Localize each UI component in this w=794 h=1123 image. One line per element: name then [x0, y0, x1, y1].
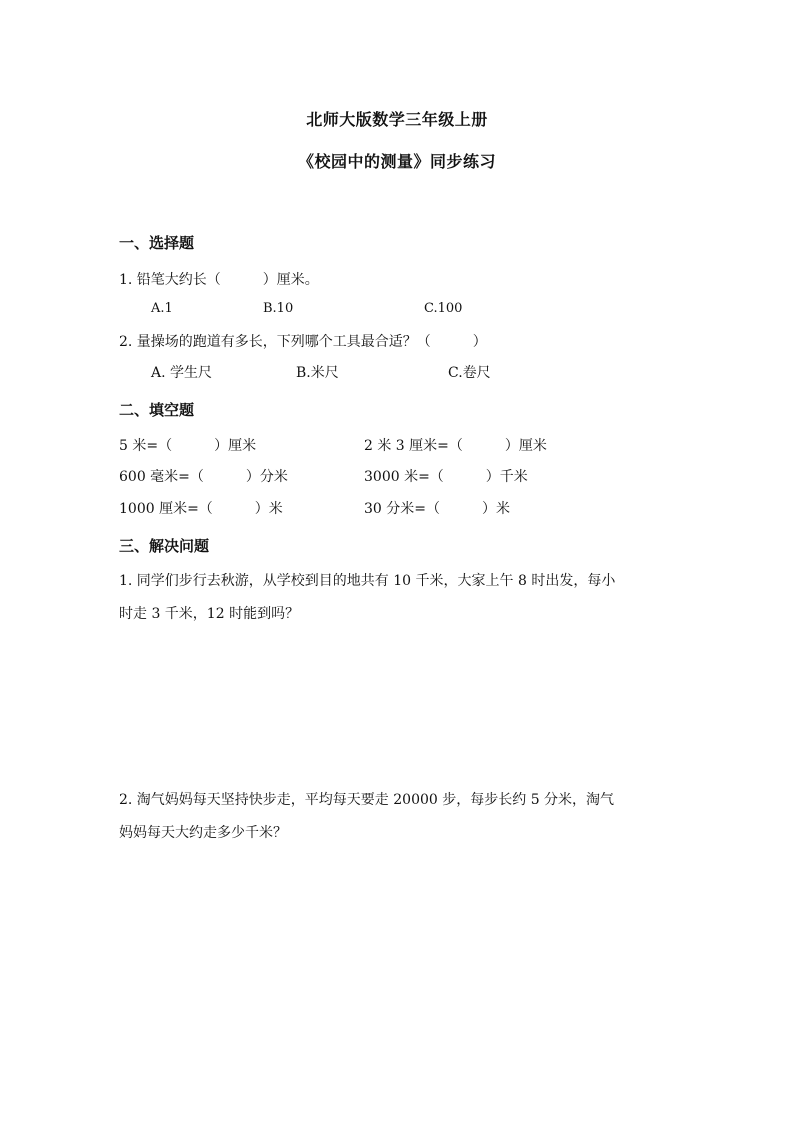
question-2: 2. 量操场的跑道有多长，下列哪个工具最合适？（ ）	[119, 334, 487, 350]
fill-blank-6: 30 分米=（ ）米	[364, 501, 510, 517]
question-2-option-a: A. 学生尺	[151, 365, 213, 381]
question-1-option-c: C.100	[424, 301, 463, 316]
question-1-option-a: A.1	[151, 301, 173, 316]
problem-1-line-2: 时走 3 千米，12 时能到吗？	[119, 606, 300, 622]
fill-blank-1: 5 米=（ ）厘米	[119, 438, 257, 454]
section-heading-choice: 一、选择题	[119, 234, 195, 252]
document-subtitle: 《校园中的测量》同步练习	[297, 152, 496, 171]
question-1-option-b: B.10	[263, 301, 294, 316]
document-title: 北师大版数学三年级上册	[306, 110, 488, 129]
section-heading-problem-solving: 三、解决问题	[119, 537, 210, 555]
fill-blank-3: 600 毫米=（ ）分米	[119, 469, 288, 485]
question-2-option-c: C.卷尺	[448, 365, 491, 381]
section-heading-fill-blank: 二、填空题	[119, 401, 195, 419]
question-1: 1. 铅笔大约长（ ）厘米。	[119, 272, 319, 288]
problem-2-line-1: 2. 淘气妈妈每天坚持快步走，平均每天要走 20000 步，每步长约 5 分米，淘气	[119, 792, 615, 808]
fill-blank-4: 3000 米=（ ）千米	[364, 469, 528, 485]
question-2-option-b: B.米尺	[296, 365, 339, 381]
problem-2-line-2: 妈妈每天大约走多少千米？	[119, 825, 287, 841]
fill-blank-2: 2 米 3 厘米=（ ）厘米	[364, 438, 547, 454]
fill-blank-5: 1000 厘米=（ ）米	[119, 501, 283, 517]
problem-1-line-1: 1. 同学们步行去秋游，从学校到目的地共有 10 千米，大家上午 8 时出发，每小	[119, 573, 616, 589]
